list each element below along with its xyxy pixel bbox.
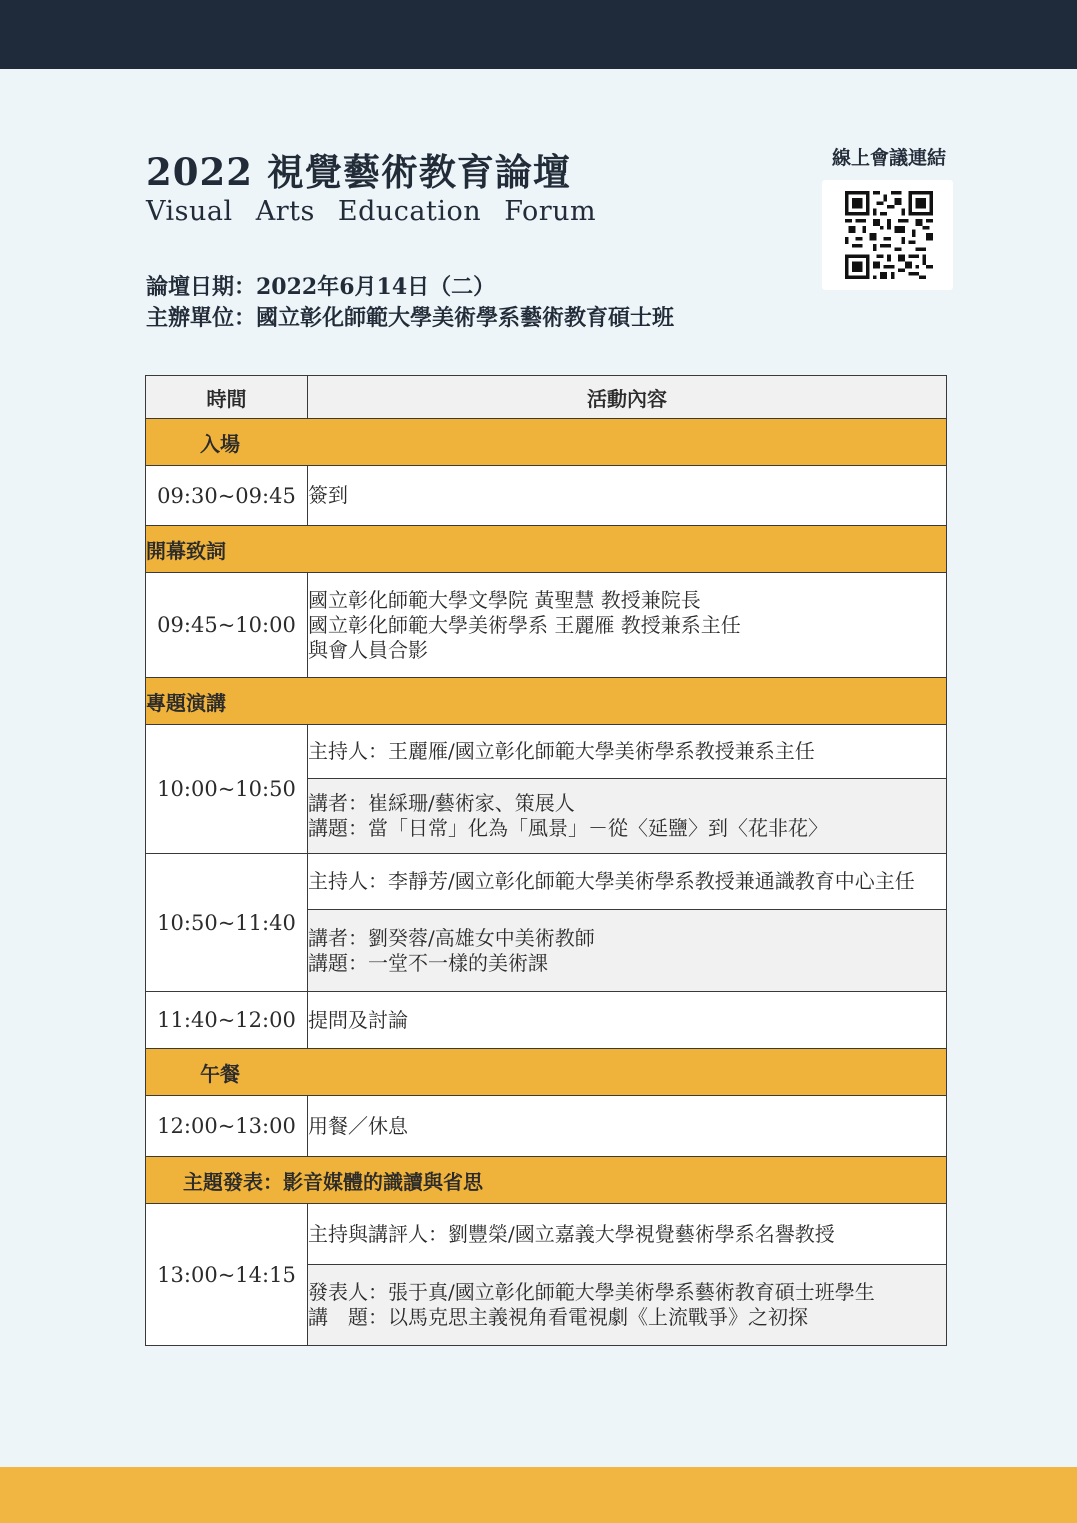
host-cell: 主持人：李靜芳/國立彰化師範大學美術學系教授兼通識教育中心主任 xyxy=(308,854,947,910)
content-cell xyxy=(308,573,947,678)
time-cell: 12:00~13:00 xyxy=(146,1096,308,1157)
bottom-banner xyxy=(0,1467,1077,1523)
time-cell: 10:50~11:40 xyxy=(146,854,308,992)
page-title: 2022 視覺藝術教育論壇 xyxy=(146,150,571,194)
column-header-time: 時間 xyxy=(146,376,308,419)
speaker-line: 講者：劉癸蓉/高雄女中美術教師 xyxy=(308,925,595,950)
content-line: 與會人員合影 xyxy=(308,637,428,662)
time-cell: 11:40~12:00 xyxy=(146,992,308,1049)
content-cell: 用餐／休息 xyxy=(308,1096,947,1157)
topic-line: 講 題：以馬克思主義視角看電視劇《上流戰爭》之初探 xyxy=(308,1305,808,1329)
page-subtitle: Visual Arts Education Forum xyxy=(146,196,597,227)
table-row xyxy=(146,725,947,779)
section-row xyxy=(146,1049,947,1096)
table-row xyxy=(146,573,947,678)
topic-line: 講題：一堂不一樣的美術課 xyxy=(308,950,548,975)
speaker-cell xyxy=(308,910,947,992)
meeting-qr-code[interactable] xyxy=(822,180,953,290)
content-cell: 簽到 xyxy=(308,466,947,526)
section-label-lunch: 午餐 xyxy=(200,1061,240,1086)
content-cell: 提問及討論 xyxy=(308,992,947,1049)
column-header-content: 活動內容 xyxy=(308,376,947,419)
forum-date: 論壇日期：2022年6月14日（二） xyxy=(146,274,496,300)
qr-code-icon xyxy=(845,191,933,279)
section-label-opening: 開幕致詞 xyxy=(146,526,947,573)
top-banner xyxy=(0,0,1077,69)
table-header-row xyxy=(146,376,947,419)
section-label-theme: 主題發表：影音媒體的識讀與省思 xyxy=(146,1157,947,1204)
schedule-table xyxy=(145,375,947,1346)
section-row xyxy=(146,1157,947,1204)
table-row xyxy=(146,854,947,910)
speaker-line: 講者：崔綵珊/藝術家、策展人 xyxy=(308,791,575,815)
time-cell: 09:30~09:45 xyxy=(146,466,308,526)
content-line: 國立彰化師範大學文學院 黃聖慧 教授兼院長 xyxy=(308,587,701,612)
qr-label: 線上會議連結 xyxy=(831,147,946,169)
section-row xyxy=(146,526,947,573)
speaker-cell xyxy=(308,1265,947,1346)
table-row xyxy=(146,1096,947,1157)
host-cell: 主持與講評人：劉豐榮/國立嘉義大學視覺藝術學系名譽教授 xyxy=(308,1204,947,1265)
content-line: 國立彰化師範大學美術學系 王麗雁 教授兼系主任 xyxy=(308,612,741,637)
section-row xyxy=(146,419,947,466)
organizer: 主辦單位：國立彰化師範大學美術學系藝術教育碩士班 xyxy=(146,305,675,331)
time-cell: 10:00~10:50 xyxy=(146,725,308,854)
time-cell: 13:00~14:15 xyxy=(146,1204,308,1346)
presenter-line: 發表人：張于真/國立彰化師範大學美術學系藝術教育碩士班學生 xyxy=(308,1280,875,1304)
table-row xyxy=(146,1204,947,1265)
table-row xyxy=(146,992,947,1049)
table-row xyxy=(146,466,947,526)
speaker-cell xyxy=(308,779,947,854)
host-cell: 主持人：王麗雁/國立彰化師範大學美術學系教授兼系主任 xyxy=(308,725,947,779)
time-cell: 09:45~10:00 xyxy=(146,573,308,678)
section-row xyxy=(146,678,947,725)
section-label-entry: 入場 xyxy=(200,431,240,456)
section-label-keynote: 專題演講 xyxy=(146,678,947,725)
topic-line: 講題：當「日常」化為「風景」－從〈延鹽〉到〈花非花〉 xyxy=(308,816,828,840)
